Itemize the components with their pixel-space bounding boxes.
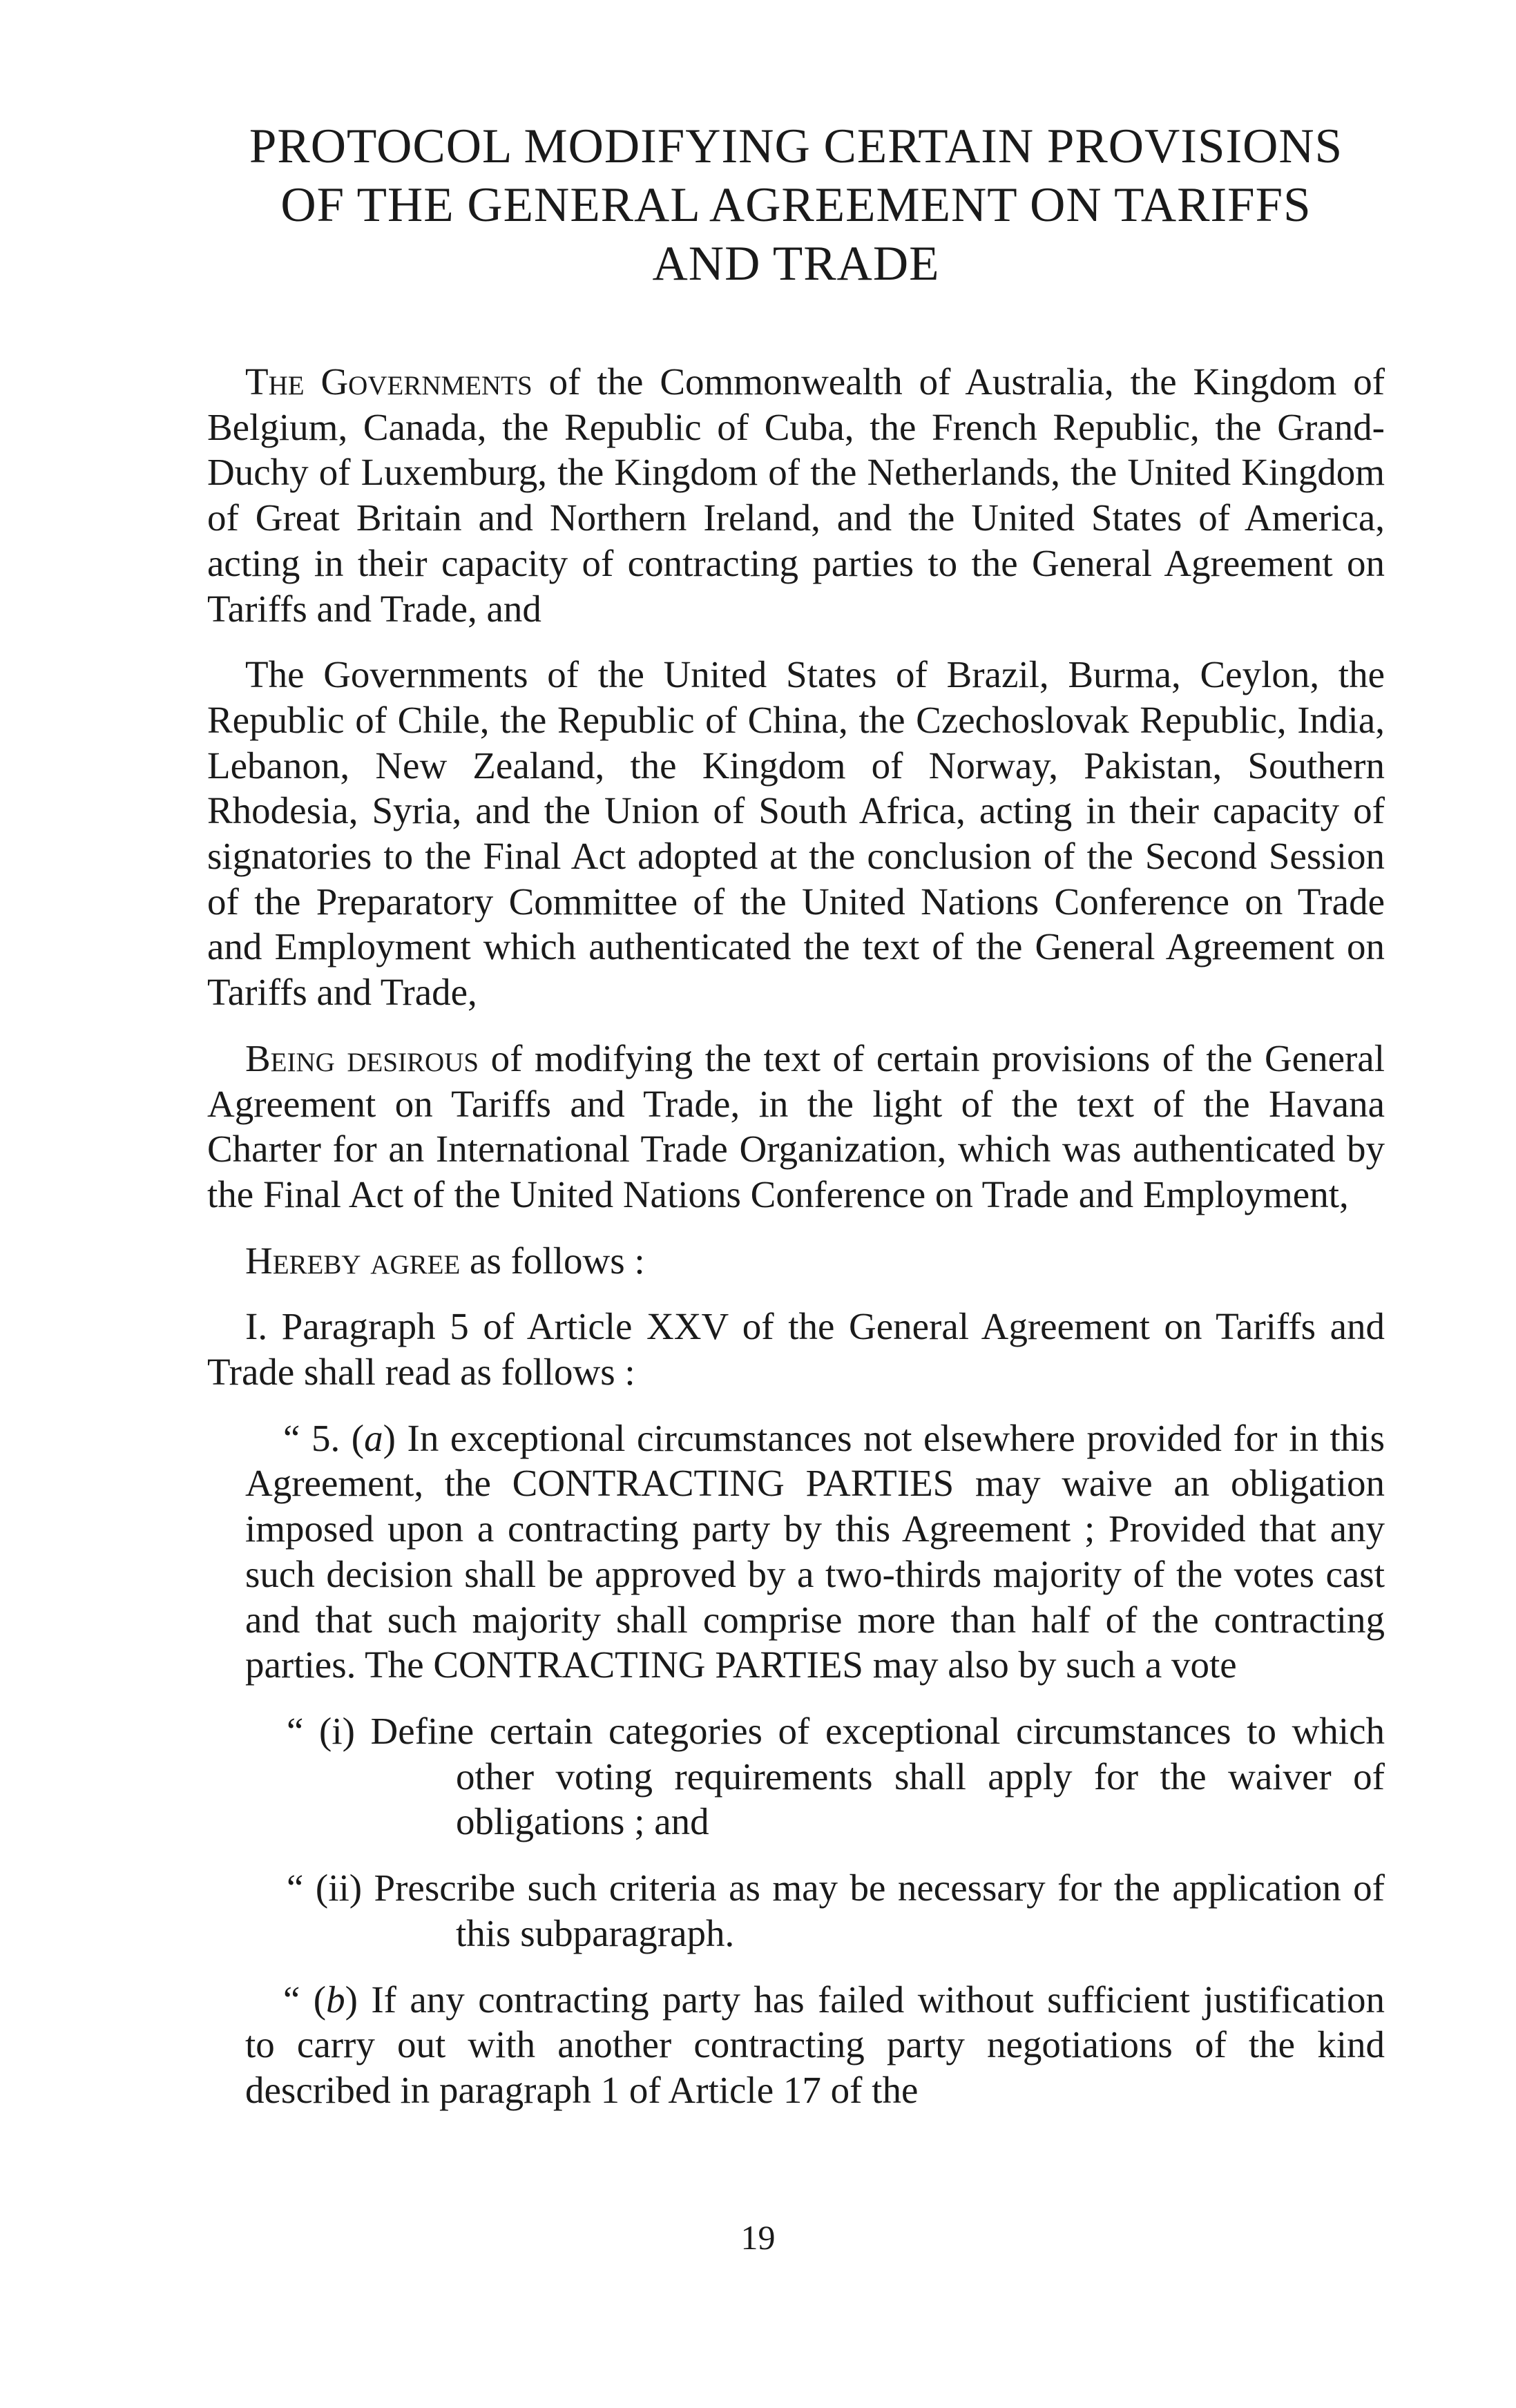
list-item-i: “ (i) Define certain categories of exceptional circumstances to which other voting requirements shall apply for the waiver of obligations ; and — [287, 1709, 1385, 1843]
title-line-1: PROTOCOL MODIFYING CERTAIN PROVISIONS — [249, 119, 1343, 173]
title-line-2: OF THE GENERAL AGREEMENT ON TARIFFS — [280, 178, 1312, 232]
title-line-3: AND TRADE — [652, 237, 940, 291]
quote-body: ) If any contracting party has failed without sufficient justification to carry out with another contracting party negotiations of the kind described in paragraph 1 of Article 17 of the — [245, 1978, 1385, 2111]
quote-open: “ ( — [283, 1978, 327, 2021]
quote-open: “ 5. ( — [283, 1416, 365, 1459]
paragraph-being-desirous — [207, 1036, 1385, 1217]
paragraph-lead: The Governments — [245, 360, 532, 403]
document-title — [207, 117, 1385, 293]
paragraph-hereby-agree — [207, 1238, 1385, 1284]
paragraph-governments-contracting — [207, 359, 1385, 631]
paragraph-body: as follows : — [460, 1239, 645, 1282]
quote-paragraph-5a — [245, 1416, 1385, 1688]
paragraph-lead: Being desirous — [245, 1037, 479, 1079]
paragraph-lead: Hereby agree — [245, 1239, 461, 1282]
list-item-ii: “ (ii) Prescribe such criteria as may be necessary for the application of this subparagraph. — [287, 1867, 1385, 1954]
quote-paragraph-5b — [245, 1977, 1385, 2113]
quote-body: ) In exceptional circumstances not elsewhere provided for in this Agreement, the CONTRACTING PARTIES may waive an obligation imposed upon a contracting party by this Agreement ; Provided that any such decision shall be approved by a two-thirds majority of the votes cast and that such majority shall comprise more than half of the contracting parties. The CONTRACTING PARTIES may also by such a vote — [245, 1416, 1385, 1686]
page-number: 19 — [740, 2218, 776, 2257]
paragraph-article-xxv: I. Paragraph 5 of Article XXV of the General Agreement on Tariffs and Trade shall read as follows : — [207, 1305, 1385, 1394]
quote-letter: b — [326, 1978, 345, 2021]
paragraph-governments-signatories: The Governments of the United States of Brazil, Burma, Ceylon, the Republic of Chile, the Republic of China, the Czechoslovak Republic, India, Lebanon, New Zealand, the Kingdom of Norway, Pakistan, Southern Rhodesia, Syria, and the Union of South Africa, acting in their capacity of signatories to the Final Act adopted at the conclusion of the Second Session of the Preparatory Committee of the United Nations Conference on Trade and Employment which authenticated the text of the General Agreement on Tariffs and Trade, — [207, 653, 1385, 1014]
paragraph-body: of the Commonwealth of Australia, the Kingdom of Belgium, Canada, the Republic of Cuba, the French Republic, the Grand-Duchy of Luxemburg, the Kingdom of the Netherlands, the United Kingdom of Great Britain and Northern Ireland, and the United States of America, acting in their capacity of contracting parties to the General Agreement on Tariffs and Trade, and — [207, 360, 1385, 630]
paragraph-body: of modifying the text of certain provisions of the General Agreement on Tariffs and Trade, in the light of the text of the Havana Charter for an International Trade Organization, which was authenticated by the Final Act of the United Nations Conference on Trade and Employment, — [207, 1037, 1385, 1215]
document-page — [207, 117, 1385, 2113]
quote-letter: a — [364, 1416, 383, 1459]
